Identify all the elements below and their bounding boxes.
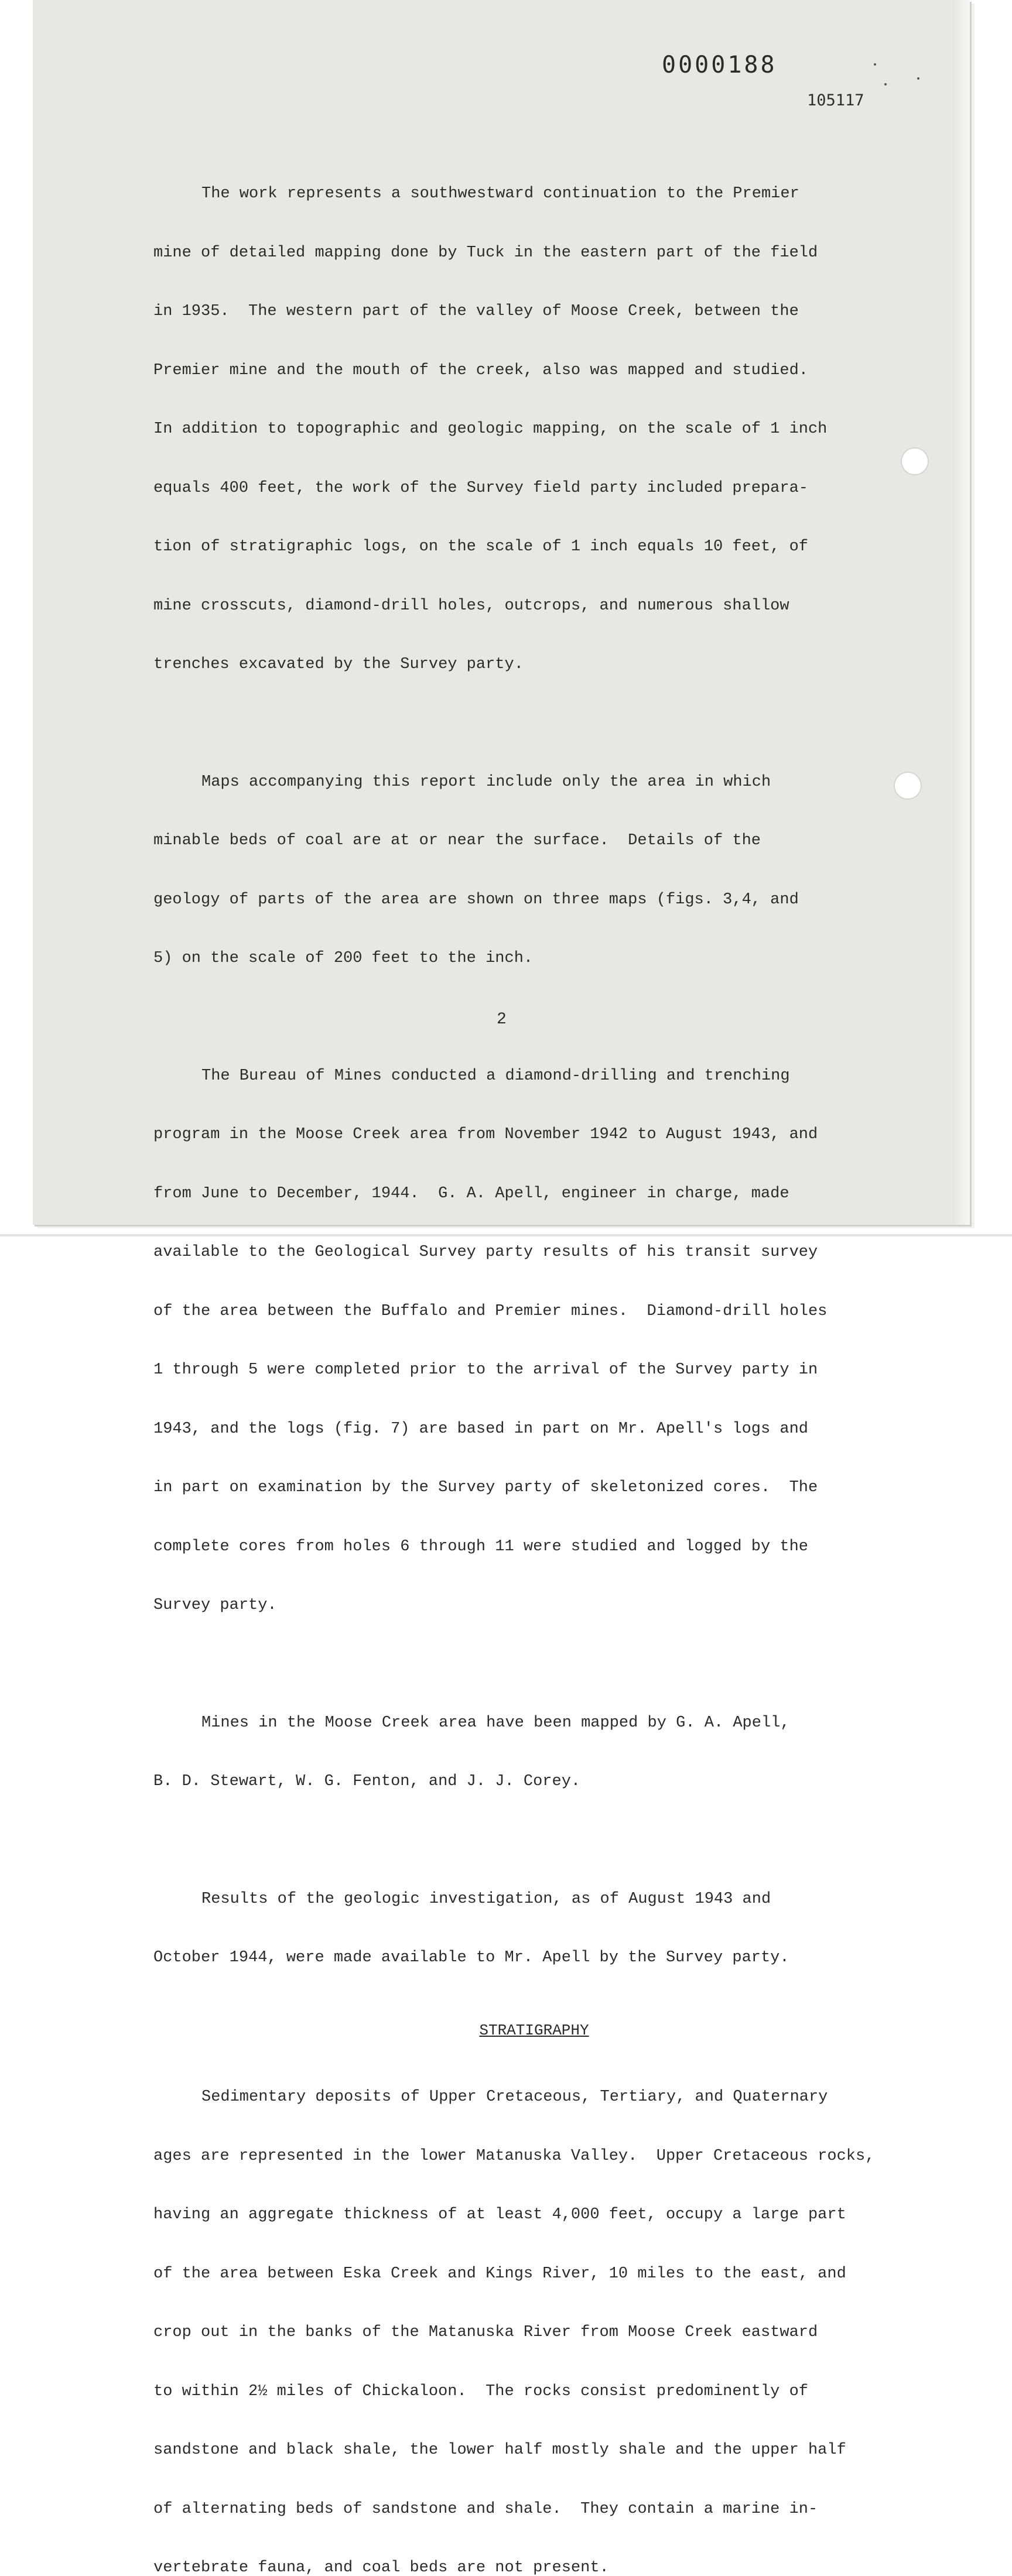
paragraph-5	[153, 1851, 891, 2008]
section-heading: STRATIGRAPHY	[479, 2021, 589, 2039]
text-line: tion of stratigraphic logs, on the scale of 1 inch equals 10 feet, of	[153, 538, 808, 556]
punch-hole-top	[901, 447, 929, 475]
text-line: October 1944, were made available to Mr. Apell by the Survey party.	[153, 1949, 789, 1967]
text-line: sandstone and black shale, the lower half mostly shale and the upper half	[153, 2441, 846, 2459]
reference-number: 105117	[807, 91, 864, 109]
paragraph-stratigraphy	[153, 2049, 891, 2576]
speck	[884, 83, 887, 85]
speck	[874, 63, 876, 66]
page-edge	[953, 0, 970, 1225]
text-line: Premier mine and the mouth of the creek, also was mapped and studied.	[153, 361, 808, 379]
text-line: in 1935. The western part of the valley of Moose Creek, between the	[153, 303, 799, 320]
text-line: complete cores from holes 6 through 11 were studied and logged by the	[153, 1537, 808, 1556]
paragraph-3	[153, 1027, 891, 1655]
text-line: of alternating beds of sandstone and shale. They contain a marine in-	[153, 2500, 818, 2518]
text-line: to within 2½ miles of Chickaloon. The rocks consist predominently of	[153, 2382, 808, 2400]
text-line: B. D. Stewart, W. G. Fenton, and J. J. Corey.	[153, 1773, 581, 1790]
text-line: 1943, and the logs (fig. 7) are based in part on Mr. Apell's logs and	[153, 1420, 808, 1438]
text-line: equals 400 feet, the work of the Survey field party included prepara-	[153, 479, 808, 497]
text-line: 1 through 5 were completed prior to the arrival of the Survey party in	[153, 1361, 818, 1379]
text-line: geology of parts of the area are shown on three maps (figs. 3,4, and	[153, 890, 799, 909]
text-line: Mines in the Moose Creek area have been mapped by G. A. Apell,	[201, 1714, 790, 1732]
paragraph-4	[153, 1674, 891, 1831]
text-line: Results of the geologic investigation, as of August 1943 and	[201, 1890, 771, 1908]
text-line: mine of detailed mapping done by Tuck in the eastern part of the field	[153, 244, 818, 262]
text-line: available to the Geological Survey party results of his transit survey	[153, 1244, 818, 1261]
text-line: from June to December, 1944. G. A. Apell, engineer in charge, made	[153, 1184, 789, 1203]
document-control-number: 0000188	[662, 52, 777, 78]
text-line: minable beds of coal are at or near the surface. Details of the	[153, 832, 761, 849]
text-line: trenches excavated by the Survey party.	[153, 656, 524, 673]
text-line: The work represents a southwestward continuation to the Premier	[201, 185, 799, 203]
text-line: 5) on the scale of 200 feet to the inch.	[153, 950, 534, 967]
text-line: of the area between Eska Creek and Kings River, 10 miles to the east, and	[153, 2265, 846, 2283]
speck	[917, 77, 919, 80]
paragraph-2	[153, 734, 891, 1008]
text-line: mine crosscuts, diamond-drill holes, outcrops, and numerous shallow	[153, 597, 789, 615]
text-line: of the area between the Buffalo and Premier mines. Diamond-drill holes	[153, 1302, 828, 1320]
text-line: program in the Moose Creek area from November 1942 to August 1943, and	[153, 1126, 818, 1143]
text-line: crop out in the banks of the Matanuska River from Moose Creek eastward	[153, 2324, 818, 2341]
page-number: 2	[497, 1010, 507, 1029]
text-line: ages are represented in the lower Matanuska Valley. Upper Cretaceous rocks,	[153, 2147, 875, 2165]
punch-hole-bottom	[894, 772, 922, 800]
text-line: Survey party.	[153, 1597, 277, 1614]
text-line: In addition to topographic and geologic mapping, on the scale of 1 inch	[153, 420, 828, 438]
text-line: The Bureau of Mines conducted a diamond-drilling and trenching	[201, 1067, 790, 1085]
paragraph-1	[153, 145, 891, 714]
text-line: vertebrate fauna, and coal beds are not present.	[153, 2559, 609, 2576]
text-line: Maps accompanying this report include only the area in which	[201, 773, 771, 791]
text-line: in part on examination by the Survey party of skeletonized cores. The	[153, 1479, 818, 1496]
text-line: Sedimentary deposits of Upper Cretaceous, Tertiary, and Quaternary	[201, 2088, 828, 2106]
body-text	[153, 145, 891, 2576]
text-line: having an aggregate thickness of at least 4,000 feet, occupy a large part	[153, 2206, 846, 2224]
